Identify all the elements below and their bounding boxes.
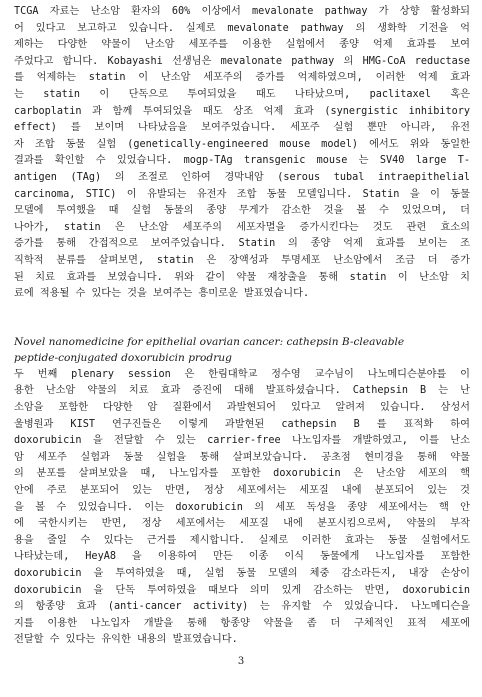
section-heading (14, 334, 470, 367)
text-line: 의 항종양 효과 (anti-cancer activity) 는 유지할 수 있었습니다. 나노메디슨을 (14, 601, 470, 613)
paragraph-gap (14, 303, 470, 334)
text-line: 는 statin 이 단독으로 투여되었을 때도 나타났으며, paclitaxel 혹은 (14, 88, 470, 100)
text-line: carcinoma, STIC) 이 유발되는 유전자 조합 동물 모델입니다. Statin 을 이 동물 (14, 188, 470, 200)
document-page (14, 4, 470, 649)
text-line: effect) 를 보이며 나타났음을 보여주었습니다. 세포주 실험 뿐만 아니라, 유전 (14, 122, 470, 134)
heading-line: Novel nanomedicine for epithelial ovarian cancer: cathepsin B-cleavable (14, 335, 405, 348)
text-line: 주었다고 합니다. Kobayashi 선생님은 mevalonate pathway 의 HMG-CoA reductase (14, 55, 470, 67)
text-line: 전달할 수 있다는 유익한 내용의 발표였습니다. (14, 634, 238, 646)
text-line: 직학적 분류를 살펴보면, statin 은 장액성과 투명세포 난소암에서 조금 더 증가 (14, 254, 470, 266)
text-line: 나타났는데, HeyA8 을 이용하여 만든 이종 이식 동물에게 나노입자를 포함한 (14, 551, 470, 563)
text-line: doxorubicin 을 투여하였을 때, 실험 동물 모델의 체중 감소라든지, 내장 손상이 (14, 568, 470, 579)
text-line: 자 조합 동물 실험 (genetically-engineered mouse model) 에서도 위와 동일한 (14, 138, 470, 150)
text-line: 제하는 다양한 약물이 난소암 세포주를 이용한 실험에서 종양 억제 효과를 보여 (14, 39, 470, 51)
text-line: 를 억제하는 statin 이 난소암 세포주의 증가를 억제하였으며, 이러한 억제 효과 (14, 72, 470, 84)
text-line: 암 세포주 실험과 동물 실험을 통해 살펴보았습니다. 공초점 현미경을 통해 약물 (14, 451, 470, 463)
text-line: doxorubicin 을 단독 투여하였을 때보다 의미 있게 감소하는 반면, doxorubicin (14, 584, 470, 596)
text-line: 나아가, statin 은 난소암 세포주의 세포자멸을 증가시킨다는 것도 관련 효소의 (14, 221, 470, 233)
text-line: 지를 이용한 나노입자 개발을 통해 항종양 약물을 좀 더 구체적인 표적 세포에 (14, 617, 470, 629)
text-line: TCGA 자료는 난소암 환자의 60% 이상에서 mevalonate pathway 가 상향 활성화되 (14, 6, 470, 17)
text-line: 모델에 투여했을 때 실험 동물의 종양 무게가 감소한 것을 볼 수 있었으며, 더 (14, 205, 470, 217)
body-paragraph-nanomedicine (14, 367, 470, 649)
text-line: 의 분포를 살펴보았을 때, 나노입자를 포함한 doxorubicin 은 난소암 세포의 핵 (14, 468, 470, 480)
heading-line: peptide-conjugated doxorubicin prodrug (14, 352, 232, 365)
text-line: 어 있다고 보고하고 있습니다. 실제로 mevalonate pathway 의 생화학 기전을 억 (14, 22, 470, 34)
text-line: 안에 주로 분포되어 있는 반면, 정상 세포에서는 세포질 내에 분포되어 있는 것 (14, 485, 470, 497)
text-line: antigen (TAg) 의 조절로 인하여 경막내암 (serous tubal intraepithelial (14, 171, 470, 183)
text-line: 용을 줄일 수 있다는 근거를 제시합니다. 실제로 이러한 효과는 동물 실험에서도 (14, 534, 470, 546)
text-line: 두 번째 plenary session 은 한림대학교 정수영 교수님이 나노메디슨분야를 이 (14, 368, 470, 380)
text-line: 증가를 통해 간접적으로 보여주었습니다. Statin 의 종양 억제 효과를 보이는 조 (14, 238, 470, 250)
text-line: carboplatin 과 함께 투여되었을 때도 상조 억제 효과 (synergistic inhibitory (14, 105, 470, 117)
text-line: doxorubicin 을 전달할 수 있는 carrier-free 나노입자를 개발하였고, 이를 난소 (14, 435, 470, 447)
text-line: 결과를 확인할 수 있었습니다. mogp-TAg transgenic mouse 는 SV40 large T- (14, 155, 470, 167)
text-line: 을 볼 수 있었습니다. 이는 doxorubicin 의 세포 독성을 종양 세포에서는 핵 안 (14, 501, 470, 513)
text-line: 에 국한시키는 반면, 정상 세포에서는 세포질 내에 분포시킴으로써, 약물의 부작 (14, 518, 470, 530)
body-paragraph-statin (14, 4, 470, 303)
text-line: 소암을 포함한 다양한 암 질환에서 과발현되어 있다고 알려져 있습니다. 삼성서 (14, 402, 470, 414)
text-line: 용한 난소암 약물의 치료 효과 증진에 대해 발표하셨습니다. Cathepsin B 는 난 (14, 385, 470, 397)
text-line: 울병원과 KIST 연구진들은 이렇게 과발현된 cathepsin B 를 표적화 하여 (14, 418, 470, 430)
page-number: 3 (237, 656, 245, 667)
text-line: 료에 적용될 수 있다는 것을 보여주는 흥미로운 발표였습니다. (14, 288, 310, 300)
text-line: 된 치료 효과를 보였습니다. 위와 같이 약물 재창출을 통해 statin 이 난소암 치 (14, 271, 470, 283)
